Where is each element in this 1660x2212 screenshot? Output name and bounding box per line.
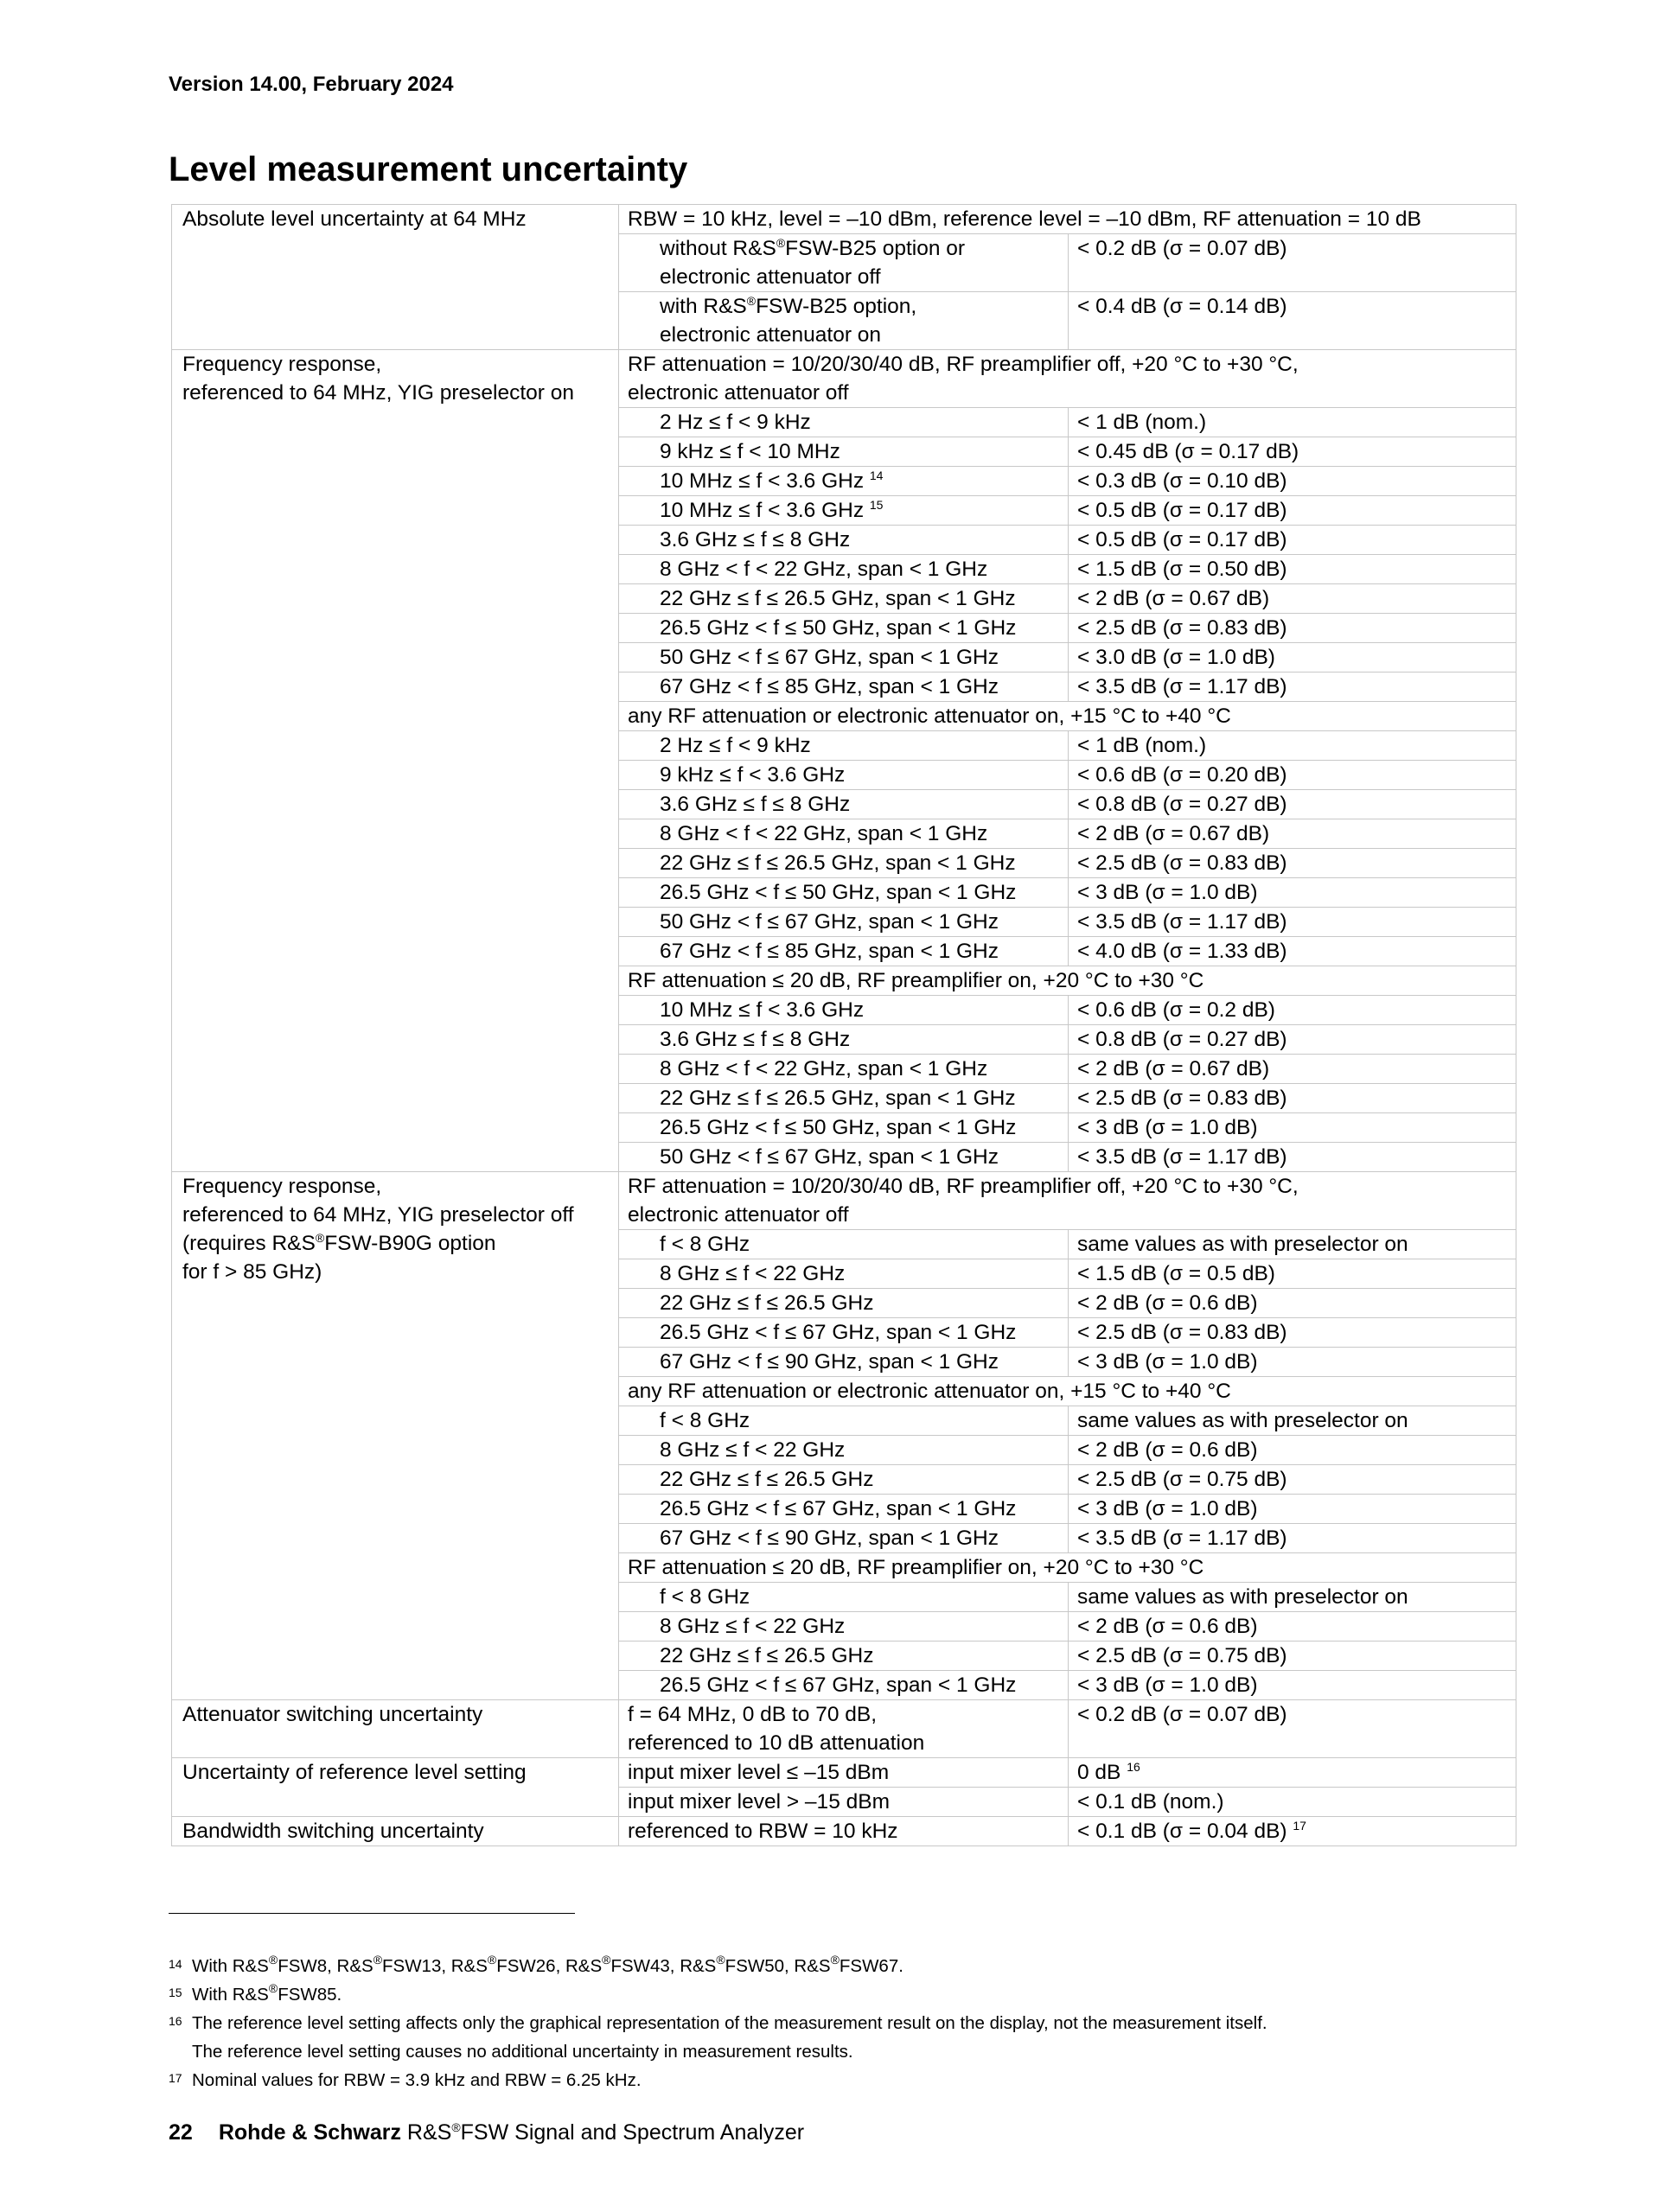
text-part: The reference level setting causes no additional uncertainty in measurement results.	[192, 2042, 853, 2062]
footnote-14	[169, 1952, 1267, 1980]
text-line: referenced to 64 MHz, YIG preselector on	[182, 381, 575, 405]
value-cell	[1069, 1259, 1516, 1289]
condition-text: 9 kHz ≤ f < 10 MHz	[660, 440, 840, 463]
value-text: < 0.3 dB (σ = 0.10 dB)	[1077, 469, 1287, 493]
value-cell	[1069, 555, 1516, 584]
condition-text: 10 MHz ≤ f < 3.6 GHz	[660, 469, 865, 493]
condition-text: 26.5 GHz < f ≤ 50 GHz, span < 1 GHz	[660, 881, 1017, 904]
value-text: < 2 dB (σ = 0.67 dB)	[1077, 822, 1270, 845]
condition-cell	[619, 1084, 1069, 1113]
condition-heading	[619, 350, 1516, 408]
value-cell	[1069, 1348, 1516, 1377]
condition-cell	[619, 673, 1069, 702]
registered-mark: ®	[487, 1953, 497, 1967]
specification-table	[171, 204, 1516, 1846]
text-line: Frequency response,	[182, 353, 382, 376]
value-cell	[1069, 643, 1516, 673]
footnote-ref: 15	[869, 498, 884, 512]
text-line: electronic attenuator on	[660, 323, 882, 347]
condition-cell	[619, 437, 1069, 467]
condition-text: 22 GHz ≤ f ≤ 26.5 GHz	[660, 1468, 874, 1491]
condition-cell	[619, 1671, 1069, 1700]
value-cell	[1069, 761, 1516, 790]
value-text: < 3 dB (σ = 1.0 dB)	[1077, 1116, 1258, 1139]
condition-text: f < 8 GHz	[660, 1233, 750, 1256]
value-text: < 1.5 dB (σ = 0.5 dB)	[1077, 1262, 1275, 1285]
text-line: electronic attenuator off	[660, 265, 881, 289]
condition-text: 50 GHz < f ≤ 67 GHz, span < 1 GHz	[660, 910, 999, 934]
value-cell	[1069, 819, 1516, 849]
registered-mark: ®	[716, 1953, 725, 1967]
condition-cell	[619, 1289, 1069, 1318]
value-text: < 3.5 dB (σ = 1.17 dB)	[1077, 1527, 1287, 1550]
value-cell	[1069, 1230, 1516, 1259]
text-line	[182, 1229, 610, 1258]
registered-mark: ®	[268, 1981, 278, 1995]
condition-cell	[619, 908, 1069, 937]
condition-cell	[619, 790, 1069, 819]
condition-text: 2 Hz ≤ f < 9 kHz	[660, 411, 811, 434]
condition-cell	[619, 819, 1069, 849]
footer-brand: Rohde & Schwarz	[218, 2120, 401, 2145]
value-text: < 0.4 dB (σ = 0.14 dB)	[1077, 295, 1287, 318]
condition-text: 26.5 GHz < f ≤ 50 GHz, span < 1 GHz	[660, 616, 1017, 640]
condition-text: 67 GHz < f ≤ 90 GHz, span < 1 GHz	[660, 1527, 999, 1550]
value-cell	[1069, 1318, 1516, 1348]
condition-text: 22 GHz ≤ f ≤ 26.5 GHz	[660, 1291, 874, 1315]
condition-text: 3.6 GHz ≤ f ≤ 8 GHz	[660, 528, 851, 551]
footnote-ref: 14	[869, 469, 884, 482]
condition-text: 3.6 GHz ≤ f ≤ 8 GHz	[660, 1028, 851, 1051]
value-cell	[1069, 996, 1516, 1025]
condition-cell	[619, 1348, 1069, 1377]
value-text: < 1.5 dB (σ = 0.50 dB)	[1077, 558, 1287, 581]
condition-cell	[619, 761, 1069, 790]
value-cell	[1069, 1289, 1516, 1318]
condition-cell	[619, 614, 1069, 643]
value-text: < 2 dB (σ = 0.6 dB)	[1077, 1291, 1258, 1315]
text-line: RF attenuation = 10/20/30/40 dB, RF preamplifier off, +20 °C to +30 °C,	[628, 353, 1299, 376]
value-cell	[1069, 1113, 1516, 1143]
page-footer	[169, 2120, 804, 2145]
value-cell	[1069, 614, 1516, 643]
condition-text: 8 GHz ≤ f < 22 GHz	[660, 1262, 846, 1285]
text-line: electronic attenuator off	[628, 381, 849, 405]
value-cell	[1069, 437, 1516, 467]
condition-text: 50 GHz < f ≤ 67 GHz, span < 1 GHz	[660, 1145, 999, 1169]
value-text: < 2.5 dB (σ = 0.75 dB)	[1077, 1468, 1287, 1491]
condition-text: 26.5 GHz < f ≤ 67 GHz, span < 1 GHz	[660, 1673, 1017, 1697]
text-part: without R&S	[660, 237, 776, 260]
condition-text: input mixer level ≤ –15 dBm	[628, 1761, 890, 1784]
condition-text: 67 GHz < f ≤ 90 GHz, span < 1 GHz	[660, 1350, 999, 1374]
text-part: With R&S	[192, 1985, 269, 2005]
footnote-number: 15	[169, 1986, 182, 1999]
text-line: Frequency response,	[182, 1175, 382, 1198]
value-cell	[1069, 1788, 1516, 1817]
value-text: < 0.2 dB (σ = 0.07 dB)	[1077, 1703, 1287, 1726]
condition-text: 50 GHz < f ≤ 67 GHz, span < 1 GHz	[660, 646, 999, 669]
footnote-17	[169, 2066, 1267, 2094]
footnote-line	[192, 1952, 1267, 1980]
condition-cell	[619, 643, 1069, 673]
text-part: FSW8, R&S	[278, 1956, 374, 1976]
table-row	[172, 350, 1516, 408]
value-text: < 0.8 dB (σ = 0.27 dB)	[1077, 793, 1287, 816]
condition-text: 8 GHz < f < 22 GHz, span < 1 GHz	[660, 1057, 988, 1081]
condition-text: 26.5 GHz < f ≤ 67 GHz, span < 1 GHz	[660, 1497, 1017, 1520]
footnote-15	[169, 1980, 1267, 2009]
text-part: With R&S	[192, 1956, 269, 1976]
condition-cell	[619, 1641, 1069, 1671]
value-cell	[1069, 1612, 1516, 1641]
condition-cell	[619, 1788, 1069, 1817]
parameter-cell	[172, 350, 619, 1172]
value-text: < 0.1 dB (nom.)	[1077, 1790, 1224, 1814]
condition-cell	[619, 555, 1069, 584]
parameter-cell	[172, 205, 619, 350]
value-text: < 2.5 dB (σ = 0.83 dB)	[1077, 1321, 1287, 1344]
condition-text: 10 MHz ≤ f < 3.6 GHz	[660, 499, 865, 522]
table-row	[172, 1172, 1516, 1230]
value-text: same values as with preselector on	[1077, 1409, 1408, 1432]
footnote-number: 16	[169, 2014, 182, 2028]
value-text: < 2 dB (σ = 0.67 dB)	[1077, 587, 1270, 610]
page-title: Level measurement uncertainty	[169, 150, 688, 188]
value-text: < 3 dB (σ = 1.0 dB)	[1077, 1350, 1258, 1374]
text-part: FSW13, R&S	[382, 1956, 488, 1976]
footer-product: FSW Signal and Spectrum Analyzer	[460, 2120, 805, 2145]
value-text: < 2.5 dB (σ = 0.75 dB)	[1077, 1644, 1287, 1667]
condition-text: 22 GHz ≤ f ≤ 26.5 GHz, span < 1 GHz	[660, 851, 1016, 875]
value-text: < 2.5 dB (σ = 0.83 dB)	[1077, 851, 1287, 875]
value-cell	[1069, 937, 1516, 966]
value-cell	[1069, 1143, 1516, 1172]
condition-heading	[619, 1553, 1516, 1583]
text-part: FSW85.	[278, 1985, 342, 2005]
value-text: < 0.5 dB (σ = 0.17 dB)	[1077, 528, 1287, 551]
text-line: f = 64 MHz, 0 dB to 70 dB,	[628, 1703, 878, 1726]
value-cell	[1069, 1025, 1516, 1055]
condition-text: 8 GHz ≤ f < 22 GHz	[660, 1438, 846, 1462]
footnotes	[169, 1952, 1267, 2094]
registered-mark: ®	[602, 1953, 611, 1967]
value-text: < 0.5 dB (σ = 0.17 dB)	[1077, 499, 1287, 522]
registered-mark: ®	[315, 1231, 325, 1245]
parameter-cell	[172, 1817, 619, 1846]
value-cell	[1069, 1700, 1516, 1758]
value-text: < 0.2 dB (σ = 0.07 dB)	[1077, 237, 1287, 260]
footnote-number: 14	[169, 1957, 182, 1971]
value-text: same values as with preselector on	[1077, 1585, 1408, 1609]
text-part: FSW67.	[839, 1956, 903, 1976]
value-text: < 0.8 dB (σ = 0.27 dB)	[1077, 1028, 1287, 1051]
value-text: < 0.6 dB (σ = 0.20 dB)	[1077, 763, 1287, 787]
condition-text: 26.5 GHz < f ≤ 50 GHz, span < 1 GHz	[660, 1116, 1017, 1139]
value-text: < 3 dB (σ = 1.0 dB)	[1077, 881, 1258, 904]
value-cell	[1069, 1436, 1516, 1465]
value-text: < 3 dB (σ = 1.0 dB)	[1077, 1497, 1258, 1520]
value-text: < 2 dB (σ = 0.6 dB)	[1077, 1438, 1258, 1462]
value-cell	[1069, 790, 1516, 819]
value-cell	[1069, 1524, 1516, 1553]
specification-table-body	[172, 205, 1516, 1846]
condition-text: 22 GHz ≤ f ≤ 26.5 GHz, span < 1 GHz	[660, 587, 1016, 610]
condition-text: 67 GHz < f ≤ 85 GHz, span < 1 GHz	[660, 940, 999, 963]
value-cell	[1069, 292, 1516, 350]
condition-cell	[619, 584, 1069, 614]
footnote-line	[192, 2066, 1267, 2094]
value-cell	[1069, 584, 1516, 614]
value-text: < 1 dB (nom.)	[1077, 734, 1207, 757]
table-row	[172, 1700, 1516, 1758]
text-line: any RF attenuation or electronic attenuator on, +15 °C to +40 °C	[628, 1380, 1231, 1403]
text-line: RF attenuation ≤ 20 dB, RF preamplifier on, +20 °C to +30 °C	[628, 969, 1204, 992]
value-text: < 4.0 dB (σ = 1.33 dB)	[1077, 940, 1287, 963]
table-row	[172, 1758, 1516, 1788]
condition-cell	[619, 292, 1069, 350]
condition-heading	[619, 966, 1516, 996]
condition-cell	[619, 1113, 1069, 1143]
condition-cell	[619, 1055, 1069, 1084]
text-part: with R&S	[660, 295, 747, 318]
condition-cell	[619, 996, 1069, 1025]
value-cell	[1069, 1084, 1516, 1113]
footnote-line	[192, 2037, 1267, 2066]
text-line: any RF attenuation or electronic attenuator on, +15 °C to +40 °C	[628, 704, 1231, 728]
value-text: < 2 dB (σ = 0.6 dB)	[1077, 1615, 1258, 1638]
text-line: RBW = 10 kHz, level = –10 dBm, reference level = –10 dBm, RF attenuation = 10 dB	[628, 207, 1421, 231]
value-cell	[1069, 731, 1516, 761]
value-text: same values as with preselector on	[1077, 1233, 1408, 1256]
text-part: The reference level setting affects only the graphical representation of the measurement result on the display, not the measurement itself.	[192, 2013, 1267, 2033]
condition-text: 67 GHz < f ≤ 85 GHz, span < 1 GHz	[660, 675, 999, 698]
footnote-number: 17	[169, 2071, 182, 2085]
condition-text: f < 8 GHz	[660, 1409, 750, 1432]
registered-mark: ®	[776, 236, 786, 250]
value-cell	[1069, 1406, 1516, 1436]
condition-cell	[619, 526, 1069, 555]
text-line: referenced to 64 MHz, YIG preselector off	[182, 1203, 574, 1227]
value-text: < 0.45 dB (σ = 0.17 dB)	[1077, 440, 1299, 463]
footnote-16	[169, 2009, 1267, 2066]
text-line: RF attenuation ≤ 20 dB, RF preamplifier on, +20 °C to +30 °C	[628, 1556, 1204, 1579]
value-cell	[1069, 1758, 1516, 1788]
condition-cell	[619, 1230, 1069, 1259]
value-cell	[1069, 467, 1516, 496]
table-row	[172, 205, 1516, 234]
value-cell	[1069, 849, 1516, 878]
condition-text: 8 GHz < f < 22 GHz, span < 1 GHz	[660, 822, 988, 845]
condition-cell	[619, 1612, 1069, 1641]
condition-cell	[619, 1495, 1069, 1524]
text-part: FSW50, R&S	[725, 1956, 831, 1976]
condition-cell	[619, 408, 1069, 437]
condition-cell	[619, 1025, 1069, 1055]
value-cell	[1069, 1583, 1516, 1612]
condition-cell	[619, 731, 1069, 761]
condition-heading	[619, 1172, 1516, 1230]
value-text: < 3.0 dB (σ = 1.0 dB)	[1077, 646, 1275, 669]
parameter-cell	[172, 1700, 619, 1758]
condition-cell	[619, 1700, 1069, 1758]
value-text: < 2 dB (σ = 0.67 dB)	[1077, 1057, 1270, 1081]
value-text: < 2.5 dB (σ = 0.83 dB)	[1077, 616, 1287, 640]
value-text: < 3 dB (σ = 1.0 dB)	[1077, 1673, 1258, 1697]
page-number: 22	[169, 2120, 193, 2145]
text-line: Uncertainty of reference level setting	[182, 1761, 527, 1784]
text-line: Attenuator switching uncertainty	[182, 1703, 483, 1726]
value-text: < 3.5 dB (σ = 1.17 dB)	[1077, 910, 1287, 934]
condition-cell	[619, 467, 1069, 496]
condition-cell	[619, 937, 1069, 966]
table-row	[172, 1817, 1516, 1846]
condition-cell	[619, 878, 1069, 908]
condition-text: input mixer level > –15 dBm	[628, 1790, 890, 1814]
text-line: for f > 85 GHz)	[182, 1260, 322, 1284]
condition-heading	[619, 702, 1516, 731]
registered-mark: ®	[268, 1953, 278, 1967]
footnote-line	[192, 2009, 1267, 2037]
condition-cell	[619, 1817, 1069, 1846]
footnote-ref: 16	[1127, 1760, 1140, 1774]
condition-cell	[619, 1524, 1069, 1553]
value-cell	[1069, 1495, 1516, 1524]
condition-cell	[619, 1436, 1069, 1465]
condition-cell	[619, 234, 1069, 292]
text-part: FSW-B25 option,	[756, 295, 917, 318]
value-cell	[1069, 234, 1516, 292]
condition-text: 10 MHz ≤ f < 3.6 GHz	[660, 998, 865, 1022]
value-cell	[1069, 1671, 1516, 1700]
text-line	[660, 234, 1059, 263]
condition-text: f < 8 GHz	[660, 1585, 750, 1609]
value-text: 0 dB	[1077, 1761, 1121, 1784]
registered-mark: ®	[746, 294, 757, 308]
footnote-ref: 17	[1293, 1819, 1306, 1833]
text-part: FSW43, R&S	[610, 1956, 717, 1976]
parameter-cell	[172, 1758, 619, 1817]
condition-cell	[619, 849, 1069, 878]
value-cell	[1069, 408, 1516, 437]
text-line: RF attenuation = 10/20/30/40 dB, RF preamplifier off, +20 °C to +30 °C,	[628, 1175, 1299, 1198]
text-part: FSW-B90G option	[324, 1232, 496, 1255]
registered-mark: ®	[451, 2120, 461, 2134]
value-text: < 3.5 dB (σ = 1.17 dB)	[1077, 1145, 1287, 1169]
value-cell	[1069, 878, 1516, 908]
text-line: Absolute level uncertainty at 64 MHz	[182, 207, 527, 231]
value-cell	[1069, 526, 1516, 555]
condition-text: 8 GHz < f < 22 GHz, span < 1 GHz	[660, 558, 988, 581]
value-text: < 2.5 dB (σ = 0.83 dB)	[1077, 1087, 1287, 1110]
condition-text: 8 GHz ≤ f < 22 GHz	[660, 1615, 846, 1638]
text-part: Nominal values for RBW = 3.9 kHz and RBW = 6.25 kHz.	[192, 2070, 642, 2090]
text-line: electronic attenuator off	[628, 1203, 849, 1227]
value-cell	[1069, 1465, 1516, 1495]
value-cell	[1069, 1641, 1516, 1671]
text-part: FSW-B25 option or	[785, 237, 966, 260]
condition-text: referenced to RBW = 10 kHz	[628, 1820, 898, 1843]
condition-text: 22 GHz ≤ f ≤ 26.5 GHz, span < 1 GHz	[660, 1087, 1016, 1110]
condition-cell	[619, 1583, 1069, 1612]
condition-heading	[619, 1377, 1516, 1406]
condition-cell	[619, 1465, 1069, 1495]
text-part: FSW26, R&S	[496, 1956, 603, 1976]
value-cell	[1069, 1817, 1516, 1846]
condition-cell	[619, 1406, 1069, 1436]
condition-text: 26.5 GHz < f ≤ 67 GHz, span < 1 GHz	[660, 1321, 1017, 1344]
condition-cell	[619, 496, 1069, 526]
value-cell	[1069, 673, 1516, 702]
text-part: (requires R&S	[182, 1232, 316, 1255]
footnote-divider	[169, 1913, 575, 1914]
value-text: < 0.1 dB (σ = 0.04 dB)	[1077, 1820, 1287, 1843]
text-line: Bandwidth switching uncertainty	[182, 1820, 484, 1843]
condition-cell	[619, 1758, 1069, 1788]
footnote-line	[192, 1980, 1267, 2009]
value-text: < 3.5 dB (σ = 1.17 dB)	[1077, 675, 1287, 698]
value-cell	[1069, 908, 1516, 937]
value-cell	[1069, 496, 1516, 526]
footer-product-prefix: R&S	[400, 2120, 452, 2145]
registered-mark: ®	[373, 1953, 383, 1967]
condition-text: 9 kHz ≤ f < 3.6 GHz	[660, 763, 846, 787]
parameter-cell	[172, 1172, 619, 1700]
condition-text: 22 GHz ≤ f ≤ 26.5 GHz	[660, 1644, 874, 1667]
value-text: < 0.6 dB (σ = 0.2 dB)	[1077, 998, 1275, 1022]
condition-cell	[619, 1318, 1069, 1348]
condition-text: 3.6 GHz ≤ f ≤ 8 GHz	[660, 793, 851, 816]
condition-cell	[619, 1259, 1069, 1289]
condition-text: 2 Hz ≤ f < 9 kHz	[660, 734, 811, 757]
registered-mark: ®	[830, 1953, 840, 1967]
text-line: referenced to 10 dB attenuation	[628, 1731, 925, 1755]
text-line	[660, 292, 1059, 321]
version-header: Version 14.00, February 2024	[169, 73, 454, 96]
value-cell	[1069, 1055, 1516, 1084]
condition-heading	[619, 205, 1516, 234]
condition-cell	[619, 1143, 1069, 1172]
value-text: < 1 dB (nom.)	[1077, 411, 1207, 434]
